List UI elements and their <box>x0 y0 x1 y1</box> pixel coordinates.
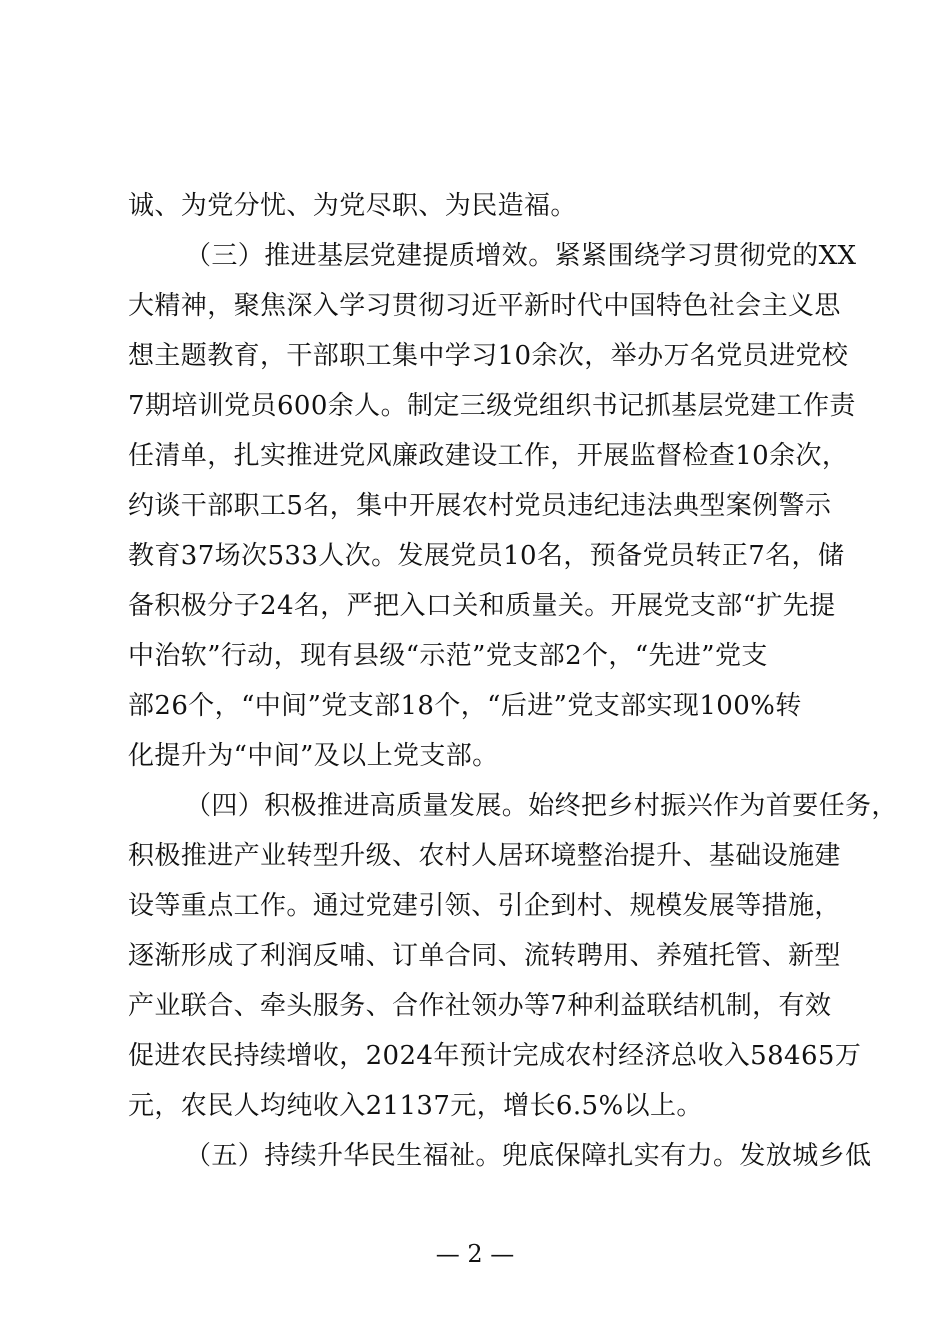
paragraph-line: 诚、为党分忧、为党尽职、为民造福。 <box>128 191 577 221</box>
paragraph-line: 促进农民持续增收，2024年预计完成农村经济总收入58465万 <box>128 1041 862 1071</box>
paragraph-line: 设等重点工作。通过党建引领、引企到村、规模发展等措施， <box>128 891 841 921</box>
paragraph-line: 部26个，“中间”党支部18个，“后进”党支部实现100%转 <box>128 691 802 721</box>
paragraph-line: 备积极分子24名，严把入口关和质量关。开展党支部“扩先提 <box>128 591 836 621</box>
paragraph-line: 中治软”行动，现有县级“示范”党支部2个，“先进”党支 <box>128 641 768 671</box>
paragraph-line: 任清单，扎实推进党风廉政建设工作，开展监督检查10余次， <box>128 441 849 471</box>
paragraph-line: 教育37场次533人次。发展党员10名，预备党员转正7名，储 <box>128 541 845 571</box>
paragraph-line: 7期培训党员600余人。制定三级党组织书记抓基层党建工作责 <box>128 391 856 421</box>
paragraph-line: （五）持续升华民生福祉。兜底保障扎实有力。发放城乡低 <box>185 1141 872 1171</box>
paragraph-line: 想主题教育，干部职工集中学习10余次，举办万名党员进党校 <box>128 341 849 371</box>
paragraph-line: （三）推进基层党建提质增效。紧紧围绕学习贯彻党的XX <box>185 241 857 271</box>
paragraph-line: 积极推进产业转型升级、农村人居环境整治提升、基础设施建 <box>128 841 841 871</box>
paragraph-line: 化提升为“中间”及以上党支部。 <box>128 741 499 771</box>
paragraph-line: （四）积极推进高质量发展。始终把乡村振兴作为首要任务， <box>185 791 898 821</box>
paragraph-line: 产业联合、牵头服务、合作社领办等7种利益联结机制，有效 <box>128 991 832 1021</box>
page-number: — 2 — <box>435 1240 515 1268</box>
paragraph-line: 逐渐形成了利润反哺、订单合同、流转聘用、养殖托管、新型 <box>128 941 841 971</box>
paragraph-line: 约谈干部职工5名，集中开展农村党员违纪违法典型案例警示 <box>128 491 832 521</box>
paragraph-line: 大精神，聚焦深入学习贯彻习近平新时代中国特色社会主义思 <box>128 291 841 321</box>
paragraph-line: 元，农民人均纯收入21137元，增长6.5%以上。 <box>128 1091 703 1121</box>
